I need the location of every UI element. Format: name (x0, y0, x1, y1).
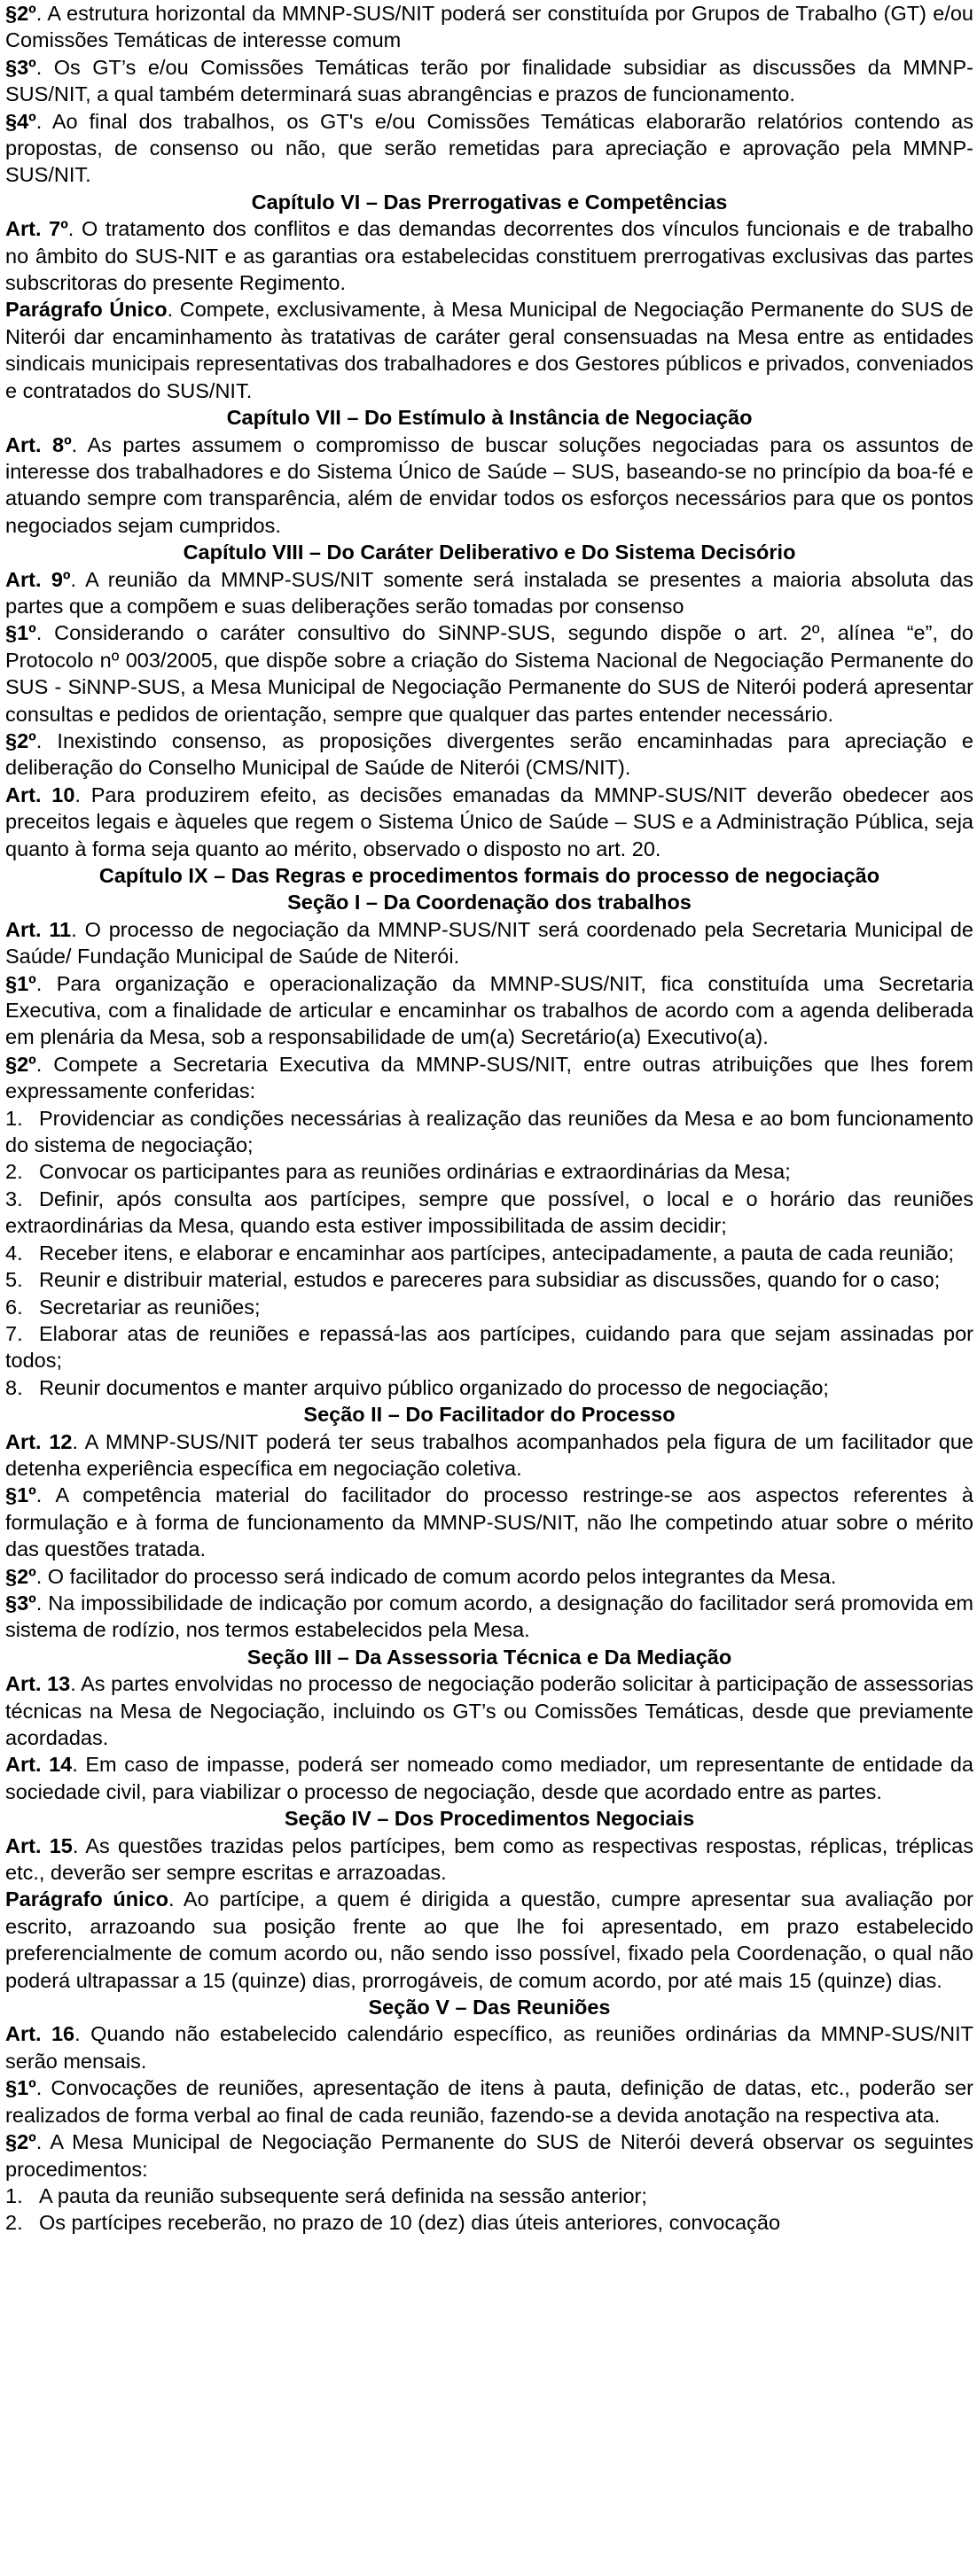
list-item (5, 1240, 973, 1266)
paragraph (5, 1886, 973, 1994)
paragraph-label: Parágrafo Único (5, 298, 168, 322)
paragraph-label: Art. 11 (5, 917, 72, 941)
section-heading: Seção III – Da Assessoria Técnica e Da Mediação (246, 1645, 732, 1669)
list-item-text: Os partícipes receberão, no prazo de 10 (dez) dias úteis anteriores, convocação (39, 2211, 781, 2235)
paragraph-label: §1º (5, 971, 36, 995)
paragraph-text: . O processo de negociação da MMNP-SUS/NIT será coordenado pela Secretaria Municipal de Saúde/ Fundação Municipal de Saúde de Niterói. (5, 917, 973, 969)
list-item (5, 1158, 973, 1185)
paragraph-label: §2º (5, 1564, 36, 1588)
paragraph-text: . Compete, exclusivamente, à Mesa Municipal de Negociação Permanente do SUS de Niterói dar encaminhamento às tratativas de caráter geral consensuadas na Mesa entre as entidades sindicais municipais representativas dos trabalhadores e dos Gestores públicos e privados, conveniados e contratados do SUS/NIT. (5, 298, 973, 402)
paragraph-text: . Em caso de impasse, poderá ser nomeado como mediador, um representante de entidade da sociedade civil, para viabilizar o processo de negociação, desde que acordado entre as partes. (5, 1753, 974, 1803)
paragraph (5, 1590, 973, 1644)
paragraph-label: Art. 7º (5, 217, 68, 241)
paragraph (5, 728, 973, 782)
paragraph-label: §1º (5, 2076, 36, 2100)
paragraph-label: Art. 15 (5, 1833, 73, 1857)
list-item (5, 1374, 973, 1401)
paragraph-text: . A Mesa Municipal de Negociação Permanente do SUS de Niterói deverá observar os seguintes procedimentos: (5, 2130, 973, 2181)
paragraph (5, 1482, 973, 1562)
list-item (5, 1266, 973, 1293)
paragraph (5, 619, 973, 728)
paragraph-text: . Os GT’s e/ou Comissões Temáticas terão por finalidade subsidiar as discussões da MMNP-SUS/NIT, a qual também determinará suas abrangências e prazos de funcionamento. (5, 55, 973, 106)
paragraph-text: . Compete a Secretaria Executiva da MMNP-SUS/NIT, entre outras atribuições que lhes forem expressamente conferidas: (5, 1052, 973, 1103)
list-item-text: Providenciar as condições necessárias à realização das reuniões da Mesa e ao bom funcionamento do sistema de negociação; (5, 1106, 973, 1157)
paragraph (5, 296, 973, 404)
paragraph-label: §4º (5, 109, 36, 133)
paragraph-text: . Convocações de reuniões, apresentação de itens à pauta, definição de datas, etc., poderão ser realizados de forma verbal ao final de cada reunião, fazendo-se a devida anotação na respectiva ata. (5, 2076, 973, 2127)
paragraph-text: . Para produzirem efeito, as decisões emanadas da MMNP-SUS/NIT deverão obedecer aos preceitos legais e àqueles que regem o Sistema Único de Saúde – SUS e a Administração Pública, seja quanto à forma seja quanto ao mérito, observado o disposto no art. 20. (5, 782, 973, 860)
section-heading: Seção IV – Dos Procedimentos Negociais (284, 1807, 695, 1831)
list-item (5, 2209, 973, 2236)
paragraph (5, 1833, 973, 1887)
paragraph (5, 916, 973, 970)
section-heading: Capítulo VIII – Do Caráter Deliberativo e Do Sistema Decisório (183, 541, 796, 564)
paragraph (5, 1670, 973, 1751)
paragraph-label: §2º (5, 2130, 36, 2154)
list-item-number: 6. (5, 1295, 23, 1319)
paragraph-text: . Inexistindo consenso, as proposições divergentes serão encaminhadas para apreciação e deliberação do Conselho Municipal de Saúde de Niterói (CMS/NIT). (5, 728, 973, 780)
paragraph-label: §3º (5, 1591, 36, 1615)
section-heading: Capítulo VI – Das Prerrogativas e Competências (251, 190, 728, 214)
list-item (5, 1320, 973, 1374)
paragraph-label: Art. 16 (5, 2022, 75, 2046)
list-item-text: Reunir documentos e manter arquivo público organizado do processo de negociação; (39, 1375, 829, 1399)
list-item-text: Elaborar atas de reuniões e repassá-las aos partícipes, cuidando para que sejam assinadas por todos; (5, 1321, 973, 1373)
section-heading: Capítulo VII – Do Estímulo à Instância de Negociação (226, 406, 753, 430)
list-item-number: 8. (5, 1375, 23, 1399)
paragraph (5, 2020, 973, 2074)
list-item-text: Definir, após consulta aos partícipes, sempre que possível, o local e o horário das reuniões extraordinárias da Mesa, quando esta estiver impossibilitada de assim decidir; (5, 1187, 973, 1238)
paragraph-label: Art. 8º (5, 432, 72, 456)
paragraph-text: . Considerando o caráter consultivo do SiNNP-SUS, segundo dispõe o art. 2º, alínea “e”, do Protocolo nº 003/2005, que dispõe sobre a criação do Sistema Nacional de Negociação Permanente do SUS - SiNNP-SUS, a Mesa Municipal de Negociação Permanente do SUS de Niterói poderá apresentar consultas e pedidos de orientação, sempre que qualquer das partes entender necessário. (5, 621, 973, 726)
list-item (5, 1294, 973, 1320)
paragraph-text: . A MMNP-SUS/NIT poderá ter seus trabalhos acompanhados pela figura de um facilitador que detenha experiência específica em negociação coletiva. (5, 1429, 974, 1480)
paragraph-text: . Na impossibilidade de indicação por comum acordo, a designação do facilitador será promovida em sistema de rodízio, nos termos estabelecidos pela Mesa. (5, 1591, 973, 1642)
list-item-number: 4. (5, 1241, 23, 1265)
paragraph (5, 970, 973, 1051)
paragraph (5, 1051, 973, 1105)
section-heading: Seção V – Das Reuniões (368, 1996, 611, 2020)
list-item-number: 2. (5, 2211, 23, 2235)
paragraph-label: Parágrafo único (5, 1887, 169, 1911)
paragraph-label: §1º (5, 621, 36, 645)
list-item-text: Receber itens, e elaborar e encaminhar aos partícipes, antecipadamente, a pauta de cada reunião; (39, 1241, 955, 1265)
paragraph (5, 1751, 973, 1805)
paragraph (5, 1428, 973, 1483)
paragraph-label: Art. 13 (5, 1672, 71, 1696)
paragraph (5, 108, 973, 189)
section-heading: Seção II – Do Facilitador do Processo (303, 1403, 676, 1427)
paragraph-label: §3º (5, 55, 36, 79)
paragraph-text: . O tratamento dos conflitos e das demandas decorrentes dos vínculos funcionais e de trabalho no âmbito do SUS-NIT e as garantias ora estabelecidas constituem prerrogativas exclusivas das partes subscritoras do presente Regimento. (5, 217, 974, 295)
paragraph-label: Art. 10 (5, 782, 75, 806)
paragraph-label: §2º (5, 1052, 36, 1076)
paragraph-label: Art. 12 (5, 1429, 73, 1453)
paragraph-text: . As partes assumem o compromisso de buscar soluções negociadas para os assuntos de interesse dos trabalhadores e do Sistema Único de Saúde – SUS, baseando-se no princípio da boa-fé e atuando sempre com transparência, além de envidar todos os esforços necessários para que os pontos negociados sejam cumpridos. (5, 432, 974, 537)
list-item-number: 1. (5, 1106, 23, 1130)
paragraph (5, 215, 973, 296)
list-item-number: 3. (5, 1187, 23, 1210)
paragraph-text: . Quando não estabelecido calendário específico, as reuniões ordinárias da MMNP-SUS/NIT serão mensais. (5, 2022, 973, 2073)
paragraph-label: §1º (5, 1483, 36, 1507)
paragraph-text: . A estrutura horizontal da MMNP-SUS/NIT poderá ser constituída por Grupos de Trabalho (GT) e/ou Comissões Temáticas de interesse comum (5, 2, 973, 52)
list-item-number: 7. (5, 1321, 23, 1345)
paragraph-text: . A reunião da MMNP-SUS/NIT somente será instalada se presentes a maioria absoluta das partes que a compõem e suas deliberações serão tomadas por consenso (5, 567, 973, 618)
paragraph (5, 432, 973, 540)
list-item-text: A pauta da reunião subsequente será definida na sessão anterior; (39, 2183, 647, 2207)
list-item-number: 1. (5, 2183, 23, 2207)
paragraph-label: §2º (5, 728, 36, 752)
paragraph (5, 2074, 973, 2129)
paragraph (5, 0, 973, 54)
list-item-text: Secretariar as reuniões; (39, 1295, 261, 1319)
paragraph-text: . A competência material do facilitador do processo restringe-se aos aspectos referentes à formulação e à forma de funcionamento da MMNP-SUS/NIT, não lhe competindo atuar sobre o mérito das questões tratada. (5, 1483, 973, 1561)
list-item (5, 1186, 973, 1240)
paragraph (5, 2129, 973, 2183)
paragraph-text: . As partes envolvidas no processo de negociação poderão solicitar à participação de assessorias técnicas na Mesa de Negociação, incluindo os GT’s ou Comissões Temáticas, desde que previamente acordadas. (5, 1672, 973, 1749)
paragraph (5, 566, 973, 620)
list-item-text: Convocar os participantes para as reuniões ordinárias e extraordinárias da Mesa; (39, 1160, 791, 1184)
paragraph-label: Art. 14 (5, 1753, 73, 1777)
list-item-number: 2. (5, 1160, 23, 1184)
list-item (5, 2183, 973, 2209)
paragraph-label: Art. 9º (5, 567, 71, 591)
paragraph (5, 1563, 973, 1590)
paragraph-text: . O facilitador do processo será indicado de comum acordo pelos integrantes da Mesa. (35, 1564, 837, 1588)
paragraph-text: . Ao final dos trabalhos, os GT's e/ou Comissões Temáticas elaborarão relatórios contendo as propostas, de consenso ou não, que serão remetidas para apreciação e aprovação pela MMNP-SUS/NIT. (5, 109, 973, 187)
paragraph-text: . Para organização e operacionalização da MMNP-SUS/NIT, fica constituída uma Secretaria Executiva, com a finalidade de articular e encaminhar os trabalhos de acordo com a agenda deliberada em plenária da Mesa, sob a responsabilidade de um(a) Secretário(a) Executivo(a). (5, 971, 973, 1049)
list-item-text: Reunir e distribuir material, estudos e pareceres para subsidiar as discussões, quando for o caso; (39, 1268, 941, 1292)
paragraph-text: . Ao partícipe, a quem é dirigida a questão, cumpre apresentar sua avaliação por escrito, arrazoando sua posição frente ao que lhe foi apresentado, em prazo estabelecido preferencialmente de comum acordo ou, não sendo isso possível, fixado pela Coordenação, o qual não poderá ultrapassar a 15 (quinze) dias, prorrogáveis, de comum acordo, por até mais 15 (quinze) dias. (5, 1887, 973, 1992)
paragraph-label: §2º (5, 2, 36, 25)
section-heading: Capítulo IX – Das Regras e procedimentos formais do processo de negociação (98, 864, 880, 887)
paragraph-text: . As questões trazidas pelos partícipes, bem como as respectivas respostas, réplicas, tréplicas etc., deverão ser sempre escritas e arrazoadas. (5, 1833, 973, 1885)
paragraph (5, 54, 973, 108)
section-heading: Seção I – Da Coordenação dos trabalhos (287, 891, 692, 914)
list-item-number: 5. (5, 1268, 23, 1292)
document-page (5, 0, 973, 2237)
list-item (5, 1105, 973, 1159)
paragraph (5, 782, 973, 862)
